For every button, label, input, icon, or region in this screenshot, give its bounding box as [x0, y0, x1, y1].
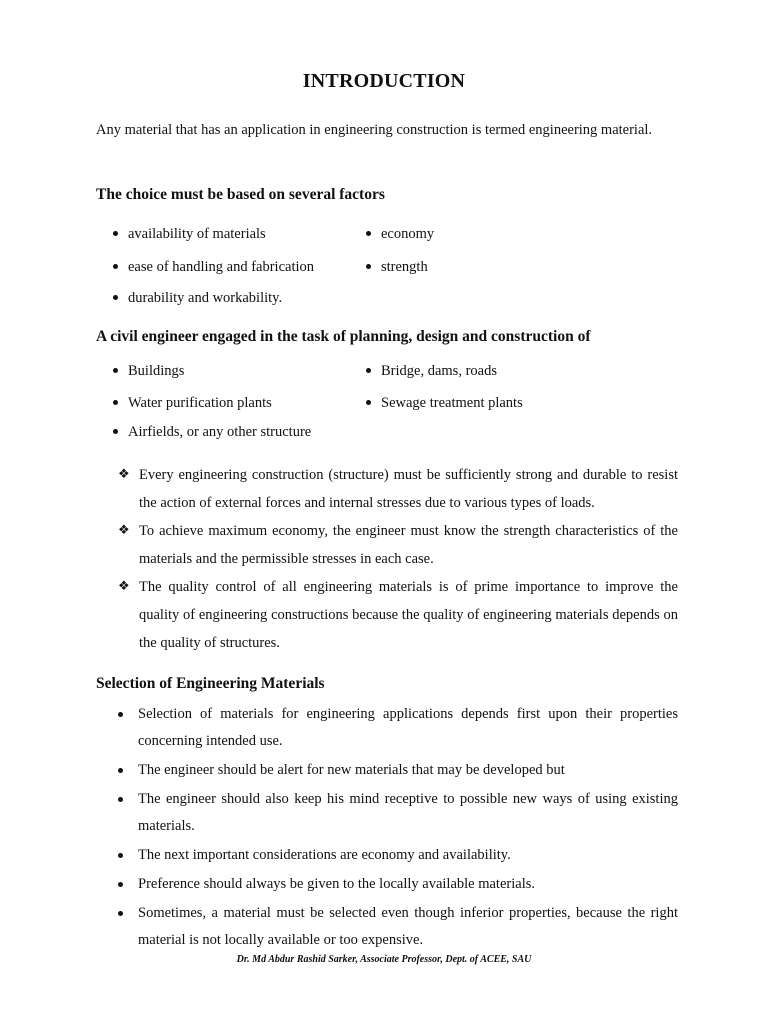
list-row: [113, 363, 673, 383]
list-item: availability of materials: [113, 226, 266, 243]
list-item: ❖ The quality control of all engineering materials is of prime importance to improve the quality of engineering constructions because the quality of engineering materials depends on the quality of structures.: [118, 573, 678, 657]
bullet-icon: [118, 911, 123, 916]
list-item: Buildings: [113, 363, 184, 380]
list-item: Sewage treatment plants: [366, 395, 523, 412]
list-item: The next important considerations are economy and availability.: [117, 842, 678, 869]
bullet-icon: [118, 882, 123, 887]
list-item: durability and workability.: [113, 290, 282, 307]
list-row: [113, 424, 673, 444]
list-item: Water purification plants: [113, 395, 272, 412]
bullet-icon: [118, 768, 123, 773]
factors-heading: The choice must be based on several factors: [96, 186, 385, 203]
list-item: Sometimes, a material must be selected even though inferior properties, because the right material is not locally available or too expensive.: [117, 900, 678, 954]
bullet-icon: [113, 368, 118, 373]
bullet-icon: [366, 264, 371, 269]
list-row: [113, 259, 673, 279]
list-row: [113, 226, 673, 246]
page-footer: Dr. Md Abdur Rashid Sarker, Associate Professor, Dept. of ACEE, SAU: [236, 954, 532, 965]
list-item: ease of handling and fabrication: [113, 259, 314, 276]
bullet-icon: [113, 295, 118, 300]
diamond-bullet-icon: ❖: [118, 523, 130, 538]
civil-heading: A civil engineer engaged in the task of planning, design and construction of: [96, 328, 591, 345]
selection-heading: Selection of Engineering Materials: [96, 675, 325, 692]
bullet-icon: [118, 712, 123, 717]
bullet-icon: [113, 429, 118, 434]
list-item: strength: [366, 259, 428, 276]
list-item: ❖ Every engineering construction (structure) must be sufficiently strong and durable to resist the action of external forces and internal stresses due to various types of loads.: [118, 461, 678, 517]
list-row: [113, 290, 673, 310]
list-item: Airfields, or any other structure: [113, 424, 311, 441]
selection-list: [117, 701, 678, 956]
intro-paragraph: Any material that has an application in engineering construction is termed engineering material.: [96, 122, 653, 138]
notes-list: [118, 461, 678, 657]
list-item: ❖ To achieve maximum economy, the engineer must know the strength characteristics of the materials and the permissible stresses in each case.: [118, 517, 678, 573]
list-item: Bridge, dams, roads: [366, 363, 497, 380]
bullet-icon: [118, 853, 123, 858]
diamond-bullet-icon: ❖: [118, 579, 130, 594]
bullet-icon: [113, 264, 118, 269]
bullet-icon: [366, 231, 371, 236]
list-row: [113, 395, 673, 415]
bullet-icon: [113, 400, 118, 405]
bullet-icon: [366, 400, 371, 405]
list-item: economy: [366, 226, 434, 243]
list-item: Selection of materials for engineering applications depends first upon their properties concerning intended use.: [117, 701, 678, 755]
diamond-bullet-icon: ❖: [118, 467, 130, 482]
bullet-icon: [113, 231, 118, 236]
list-item: Preference should always be given to the locally available materials.: [117, 871, 678, 898]
bullet-icon: [118, 797, 123, 802]
page-title: INTRODUCTION: [302, 70, 466, 92]
bullet-icon: [366, 368, 371, 373]
list-item: The engineer should also keep his mind receptive to possible new ways of using existing materials.: [117, 786, 678, 840]
list-item: The engineer should be alert for new materials that may be developed but: [117, 757, 678, 784]
